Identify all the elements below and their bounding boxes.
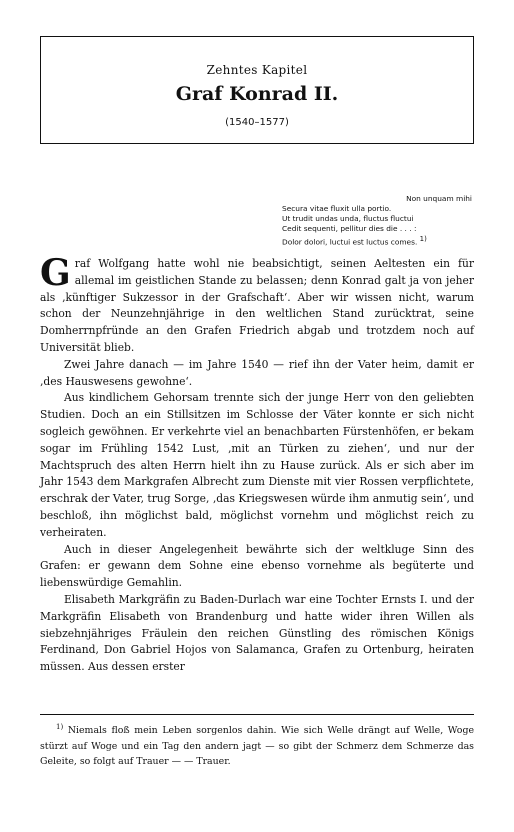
paragraph: [40, 252, 474, 357]
paragraph: Aus kindlichem Gehorsam trennte sich der junge Herr von den geliebten Studien. Doch an ein Stillsitzen im Schlosse der Väter konnte er sich nicht sogleich gewöhnen. Er verkehrte viel an benachbarten Fürstenhöfen, er bekam sogar im Frühling 1542 Lust, ‚mit an Türken zu ziehen‘, und nur der Machtspruch des alten Herrn hielt ihn zu Hause zurück. Als er sich aber im Jahr 1543 dem Markgrafen Albrecht zum Dienste mit vier Rossen verpflichtete, erschrak der Vater, trug Sorge, ‚das Kriegswesen würde ihm anmutig sein‘, und beschloß, ihn möglichst bald, möglichst vornehm und möglichst reich zu verheiraten.: [40, 391, 474, 539]
chapter-title: Graf Konrad II.: [175, 83, 339, 105]
epigraph-footnote-mark: 1): [419, 235, 427, 243]
footnote-mark: 1): [56, 723, 64, 731]
paragraph: Auch in dieser Angelegenheit bewährte sich der weltkluge Sinn des Grafen: er gewann dem Sohne eine ebenso vornehme als begüterte und liebenswürdige Gemahlin.: [40, 542, 474, 590]
epigraph-line: Cedit sequenti, pellitur dies die . . . :: [282, 224, 417, 233]
epigraph-line: [282, 234, 472, 247]
footnote-divider: [40, 714, 474, 715]
chapter-label: Zehntes Kapitel: [206, 63, 308, 77]
epigraph-line: Non unquam mihi: [406, 194, 472, 203]
footnote-paragraph: [40, 720, 474, 770]
epigraph-line: Ut trudit undas unda, fluctus fluctui: [282, 214, 414, 223]
drop-cap: G: [40, 252, 71, 294]
paragraph-text: raf Wolfgang hatte wohl nie beabsichtigt, seinen Aeltesten ein für allemal im geistlichen Stande zu belassen; denn Konrad galt ja von jeher als ‚künftiger Sukzessor in der Grafschaft‘. Aber wir wissen nicht, warum schon der Neunzehnjährige in den weltlichen Stand zurücktrat, seine Domherrnpfründe an den Grafen Friedrich abgab und trotzdem noch auf Universität blieb.: [40, 257, 474, 354]
body-text: [40, 252, 474, 676]
paragraph: Elisabeth Markgräfin zu Baden-Durlach war eine Tochter Ernsts I. und der Markgräfin Elisabeth von Brandenburg und hatte wider ihren Willen als siebzehnjähriges Fräulein den reichen Günstling des römischen Königs Ferdinand, Don Gabriel Hojos von Salamanca, Grafen zu Ortenburg, heiraten müssen. Aus dessen erster: [40, 592, 474, 674]
paragraph: Zwei Jahre danach — im Jahre 1540 — rief ihn der Vater heim, damit er ‚des Hauswesens gewohne‘.: [40, 357, 474, 388]
chapter-years: (1540–1577): [225, 117, 289, 128]
footnote: [40, 720, 474, 770]
epigraph-last-text: Dolor dolori, luctui est luctus comes.: [282, 237, 418, 247]
footnote-text: Niemals floß mein Leben sorgenlos dahin. Wie sich Welle drängt auf Welle, Woge stürzt auf Woge und ein Tag den andern jagt — so gibt der Schmerz dem Schmerze das Geleite, so folgt auf Trauer — — Trauer.: [40, 725, 475, 768]
chapter-heading-box: [40, 36, 474, 144]
epigraph: [282, 194, 472, 247]
epigraph-line: Secura vitae fluxit ulla portio.: [282, 204, 392, 213]
